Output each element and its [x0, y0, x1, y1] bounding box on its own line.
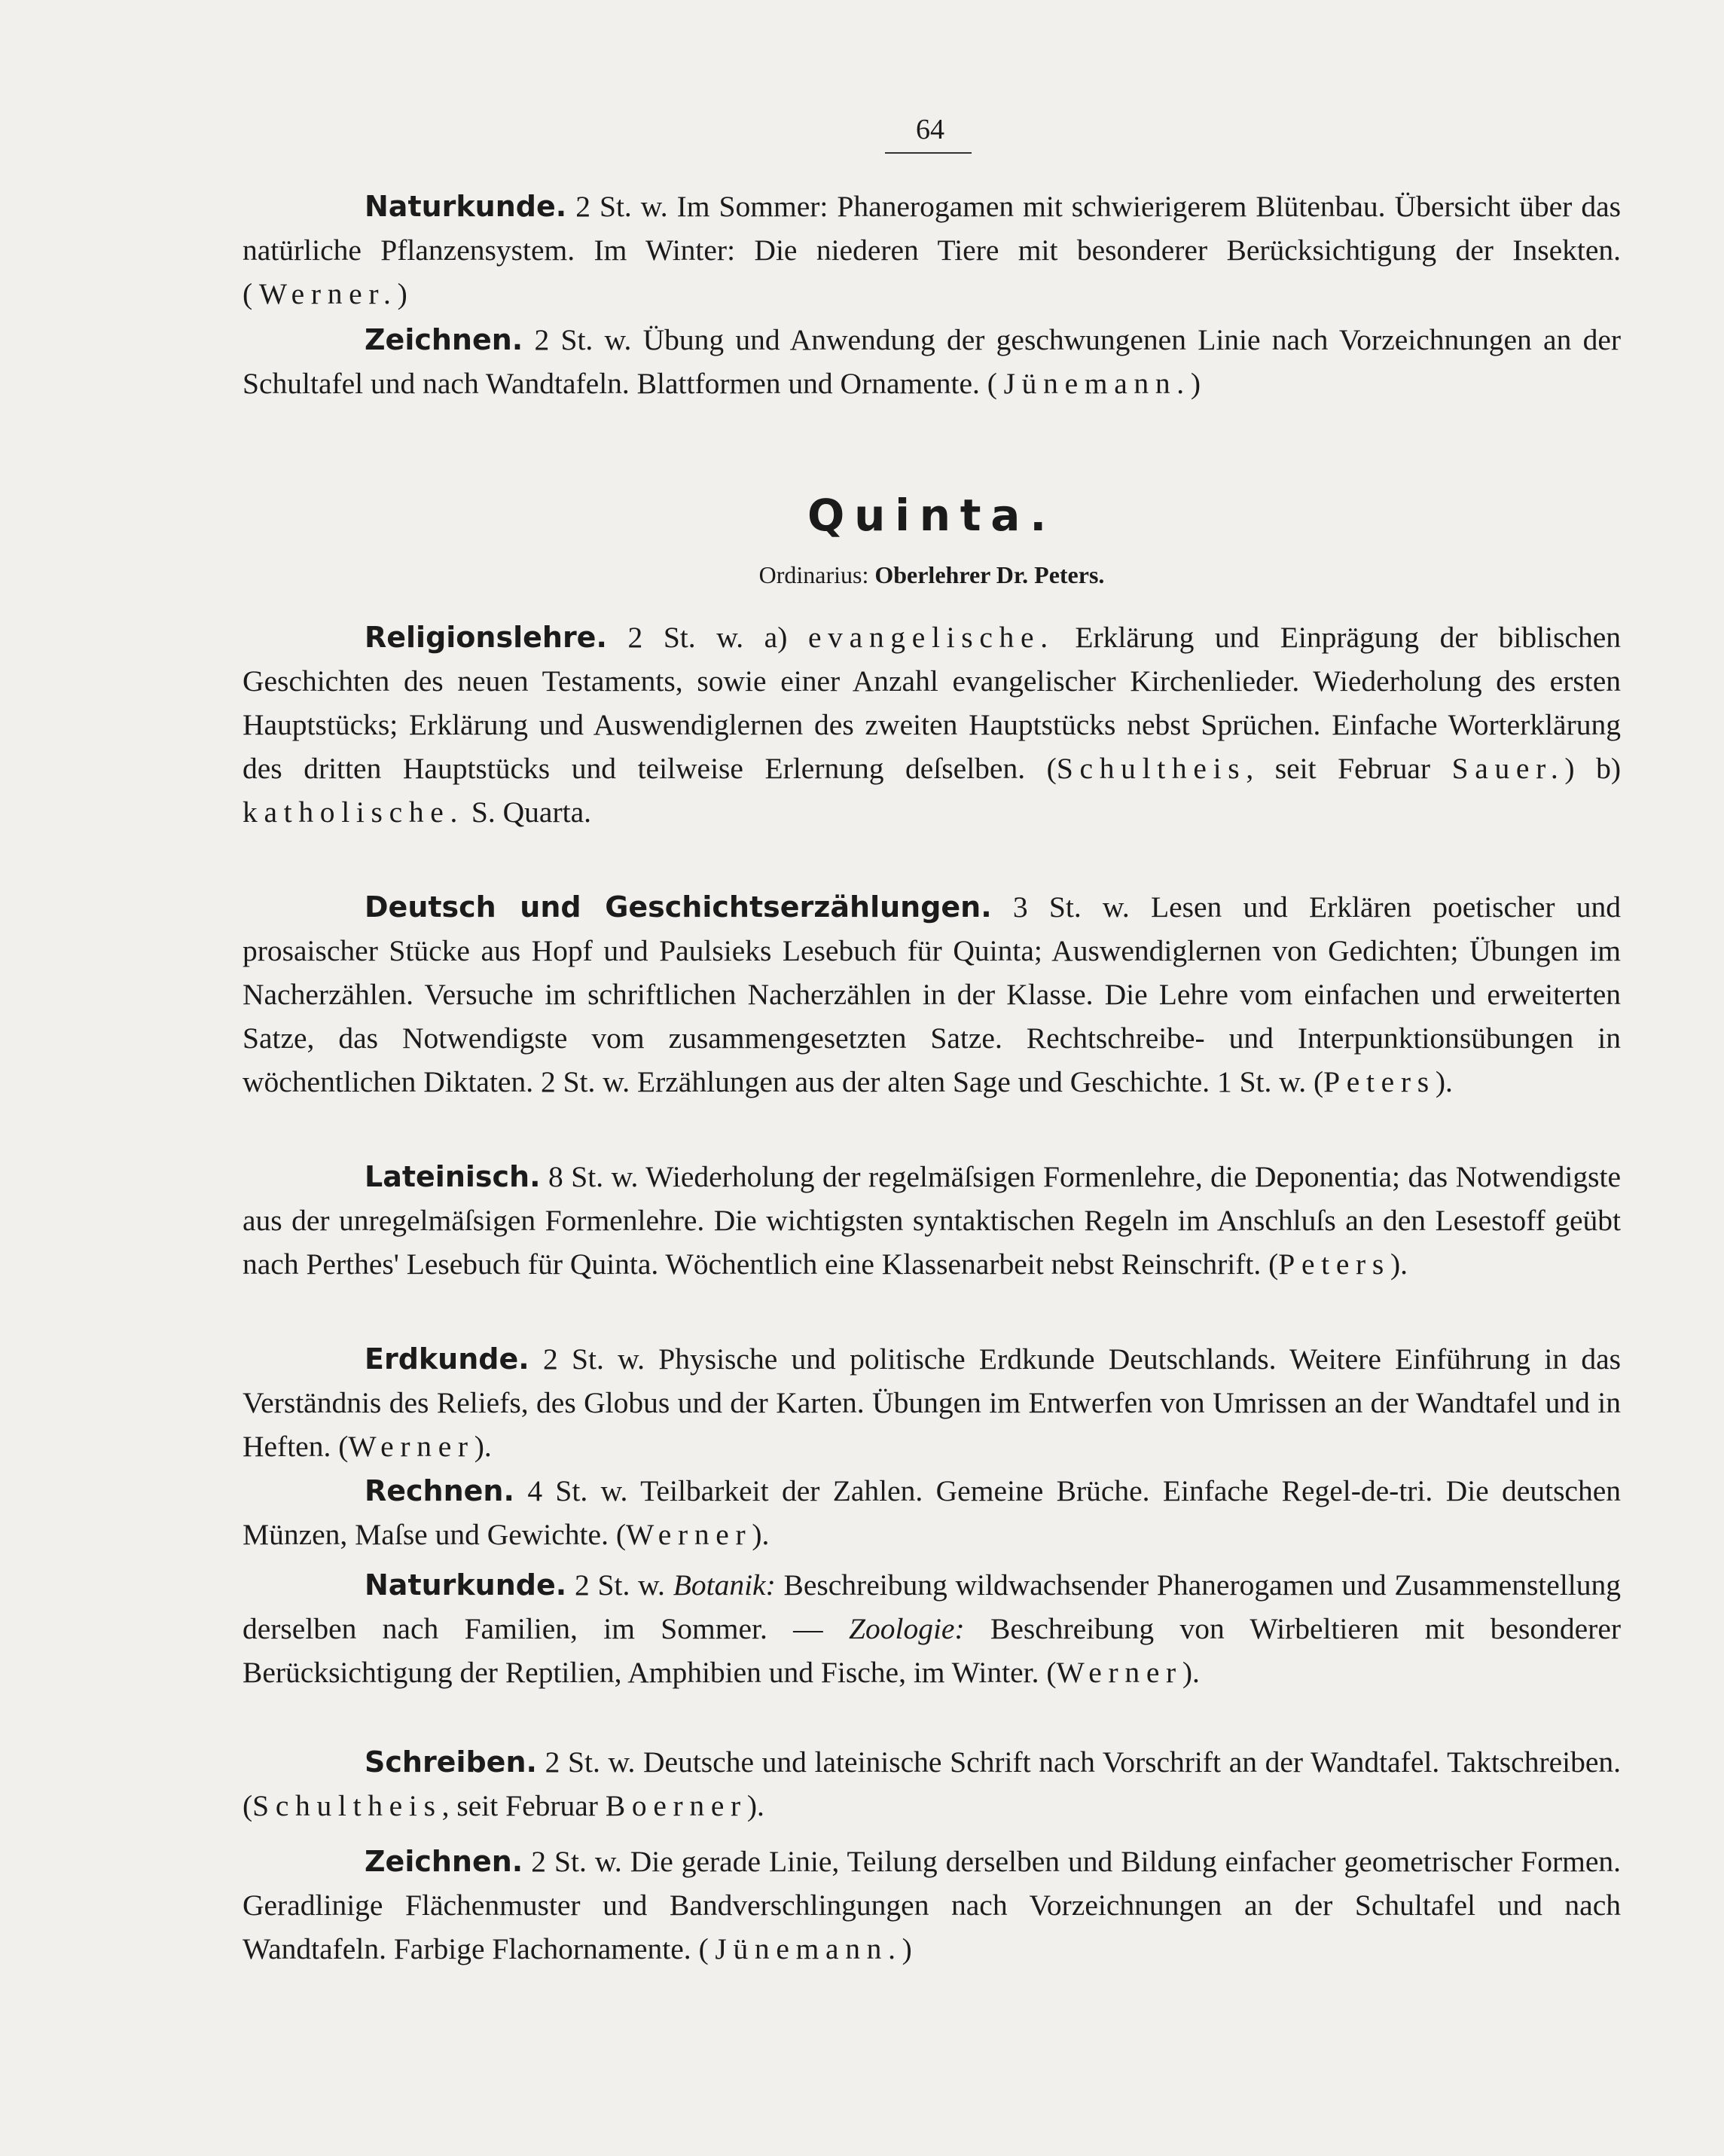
teacher-name: Schultheis [252, 1789, 442, 1822]
paragraph-text: 4 St. w. Teilbarkeit der Zahlen. Gemeine Brüche. Einfache Regel-de-tri. Die deutschen Münzen, Maſse und Gewichte. [243, 1474, 1622, 1551]
teacher-name: Werner [1056, 1656, 1182, 1689]
paragraph-schreiben: Schreiben. 2 St. w. Deutsche und lateinische Schrift nach Vorschrift an der Wandtafel. Taktschreiben. (Schultheis, seit Februar Boerner). [243, 1745, 1622, 1822]
ordinarius-name: Oberlehrer Dr. Peters. [874, 561, 1105, 588]
paragraph-text: 2 St. w. Deutsche und lateinische Schrift nach Vorschrift an der Wandtafel. Taktschreiben. [545, 1745, 1622, 1779]
italic-label: Zoologie: [849, 1612, 965, 1645]
emphasis-text: katholische. [243, 796, 465, 829]
paragraph-text: S. Quarta. [471, 796, 591, 829]
teacher-name: Werner [625, 1518, 752, 1551]
ordinarius-line [243, 561, 1621, 589]
italic-label: Botanik: [673, 1568, 776, 1602]
paragraph-text: 2 St. w. a) [627, 621, 788, 654]
paragraph-erdkunde: Erdkunde. 2 St. w. Physische und politische Erdkunde Deutschlands. Weitere Einführung in das Verständnis des Reliefs, des Globus und der Karten. Übungen im Entwerfen von Umrissen an der Wandtafel und in Heften. (Werner). [243, 1342, 1622, 1463]
subject-heading: Erdkunde. [365, 1342, 529, 1376]
paragraph-zeichnen [243, 1840, 1621, 1971]
paragraph-text: 2 St. w. Physische und politische Erdkunde Deutschlands. Weitere Einführung in das Verständnis des Reliefs, des Globus und der Karten. Übungen im Entwerfen von Umrissen an der Wandtafel und in Heften. [243, 1342, 1622, 1463]
paragraph-text: 2 St. w. Die gerade Linie, Teilung derselben und Bildung einfacher geometrischer Formen. Geradlinige Flächenmuster und Bandverschlingungen nach Vorzeichnungen an der Schultafel und nach Wandtafeln. Farbige Flachornamente. [243, 1845, 1621, 1965]
paragraph-text: 2 St. w. Übung und Anwendung der geschwungenen Linie nach Vorzeichnungen an der Schultafel und nach Wandtafeln. Blattformen und Ornamente. [243, 323, 1622, 400]
subject-heading: Deutsch und Geschichtserzählungen. [365, 890, 992, 924]
teacher-name: (Jünemann.) [698, 1932, 919, 1965]
subject-heading: Rechnen. [365, 1474, 514, 1507]
teacher-name: Schultheis [1056, 752, 1246, 785]
subject-heading: Zeichnen. [365, 323, 523, 356]
paragraph-text: 3 St. w. Lesen und Erklären poetischer und prosaischer Stücke aus Hopf und Paulsieks Lesebuch für Quinta; Auswendiglernen von Gedichten; Übungen im Nacherzählen. Versuche im schriftlichen Nacherzählen in der Klasse. Die Lehre vom einfachen und erweiterten Satze, das Notwendigste vom zusammengesetzten Satze. Rechtschreibe- und Interpunktionsübungen in wöchentlichen Diktaten. 2 St. w. Erzählungen aus der alten Sage und Geschichte. 1 St. w. [243, 890, 1622, 1098]
page-number-rule [885, 152, 972, 154]
ordinarius-label: Ordinarius: [758, 561, 869, 588]
paragraph-naturkunde: Naturkunde. 2 St. w. Botanik: Beschreibung wildwachsender Phanerogamen und Zusammenstellung derselben nach Familien, im Sommer. — Zoologie: Beschreibung von Wirbeltieren mit besonderer Berücksichtigung der Reptilien, Amphibien und Fische, im Winter. (Werner). [243, 1568, 1622, 1689]
page-number: 64 [916, 114, 944, 145]
subject-heading: Lateinisch. [365, 1160, 541, 1193]
emphasis-text: evangelische. [807, 621, 1054, 654]
subject-heading: Religionslehre. [365, 621, 607, 654]
paragraph-text: Erklärung und Einprägung der biblischen Geschichten des neuen Testaments, sowie einer Anzahl evangelischer Kirchenlieder. Wiederholung des ersten Hauptstücks; Erklärung und Auswendiglernen des zweiten Hauptstücks nebst Sprüchen. Einfache Worterklärung des dritten Hauptstücks und teilweise Erlernung deſselben. [243, 621, 1622, 785]
teacher-name: Werner [348, 1430, 474, 1463]
paragraph-text: , seit Februar [441, 1789, 598, 1822]
paragraph-text: 2 St. w. [574, 1568, 665, 1602]
paragraph-naturkunde-top [243, 185, 1621, 316]
teacher-name: Peters [1323, 1065, 1436, 1098]
paragraph-rechnen: Rechnen. 4 St. w. Teilbarkeit der Zahlen. Gemeine Brüche. Einfache Regel-de-tri. Die deutschen Münzen, Maſse und Gewichte. (Werner). [243, 1474, 1622, 1551]
teacher-name: Peters [1278, 1247, 1390, 1281]
subject-heading: Naturkunde. [365, 1568, 567, 1602]
class-heading: Quinta. [807, 490, 1056, 541]
paragraph-text: , seit Februar [1246, 752, 1431, 785]
paragraph-text: 8 St. w. Wiederholung der regelmäſsigen Formenlehre, die Deponentia; das Notwendigste aus der unregelmäſsigen Formenlehre. Die wichtigsten syntaktischen Regeln im Anschluſs an den Lesestoff geübt nach Perthes' Lesebuch für Quinta. Wöchentlich eine Klassenarbeit nebst Reinschrift. [243, 1160, 1622, 1281]
paragraph-deutsch: Deutsch und Geschichtserzählungen. 3 St. w. Lesen und Erklären poetischer und prosaischer Stücke aus Hopf und Paulsieks Lesebuch für Quinta; Auswendiglernen von Gedichten; Übungen im Nacherzählen. Versuche im schriftlichen Nacherzählen in der Klasse. Die Lehre vom einfachen und erweiterten Satze, das Notwendigste vom zusammengesetzten Satze. Rechtschreibe- und Interpunktionsübungen in wöchentlichen Diktaten. 2 St. w. Erzählungen aus der alten Sage und Geschichte. 1 St. w. (Peters). [243, 890, 1622, 1098]
teacher-name: Boerner [605, 1789, 747, 1822]
subject-heading: Zeichnen. [365, 1845, 523, 1878]
paragraph-text: Beschreibung wildwachsender Phanerogamen und Zusammenstellung derselben nach Familien, im Sommer. — [243, 1568, 1622, 1645]
teacher-name: (Jünemann.) [987, 367, 1207, 400]
paragraph-text: Beschreibung von Wirbeltieren mit besonderer Berücksichtigung der Reptilien, Amphibien und Fische, im Winter. [243, 1612, 1622, 1689]
paragraph-religionslehre: Religionslehre. 2 St. w. a) evangelische. Erklärung und Einprägung der biblischen Geschichten des neuen Testaments, sowie einer Anzahl evangelischer Kirchenlieder. Wiederholung des ersten Hauptstücks; Erklärung und Auswendiglernen des zweiten Hauptstücks nebst Sprüchen. Einfache Worterklärung des dritten Hauptstücks und teilweise Erlernung deſselben. (Schultheis, seit Februar Sauer.) b) katholische. S. Quarta. [243, 621, 1622, 829]
paragraph-text: 2 St. w. Im Sommer: Phanerogamen mit schwierigerem Blütenbau. Übersicht über das natürliche Pflanzensystem. Im Winter: Die niederen Tiere mit besonderer Berücksichtigung der Insekten. [243, 190, 1621, 267]
paragraph-zeichnen-top [243, 318, 1621, 405]
paragraph-lateinisch: Lateinisch. 8 St. w. Wiederholung der regelmäſsigen Formenlehre, die Deponentia; das Notwendigste aus der unregelmäſsigen Formenlehre. Die wichtigsten syntaktischen Regeln im Anschluſs an den Lesestoff geübt nach Perthes' Lesebuch für Quinta. Wöchentlich eine Klassenarbeit nebst Reinschrift. (Peters). [243, 1160, 1622, 1281]
teacher-name: Sauer. [1451, 752, 1565, 785]
subject-heading: Schreiben. [365, 1745, 537, 1779]
teacher-name: (Werner.) [243, 277, 414, 310]
paragraph-text: b) [1596, 752, 1622, 785]
subject-heading: Naturkunde. [365, 190, 567, 223]
